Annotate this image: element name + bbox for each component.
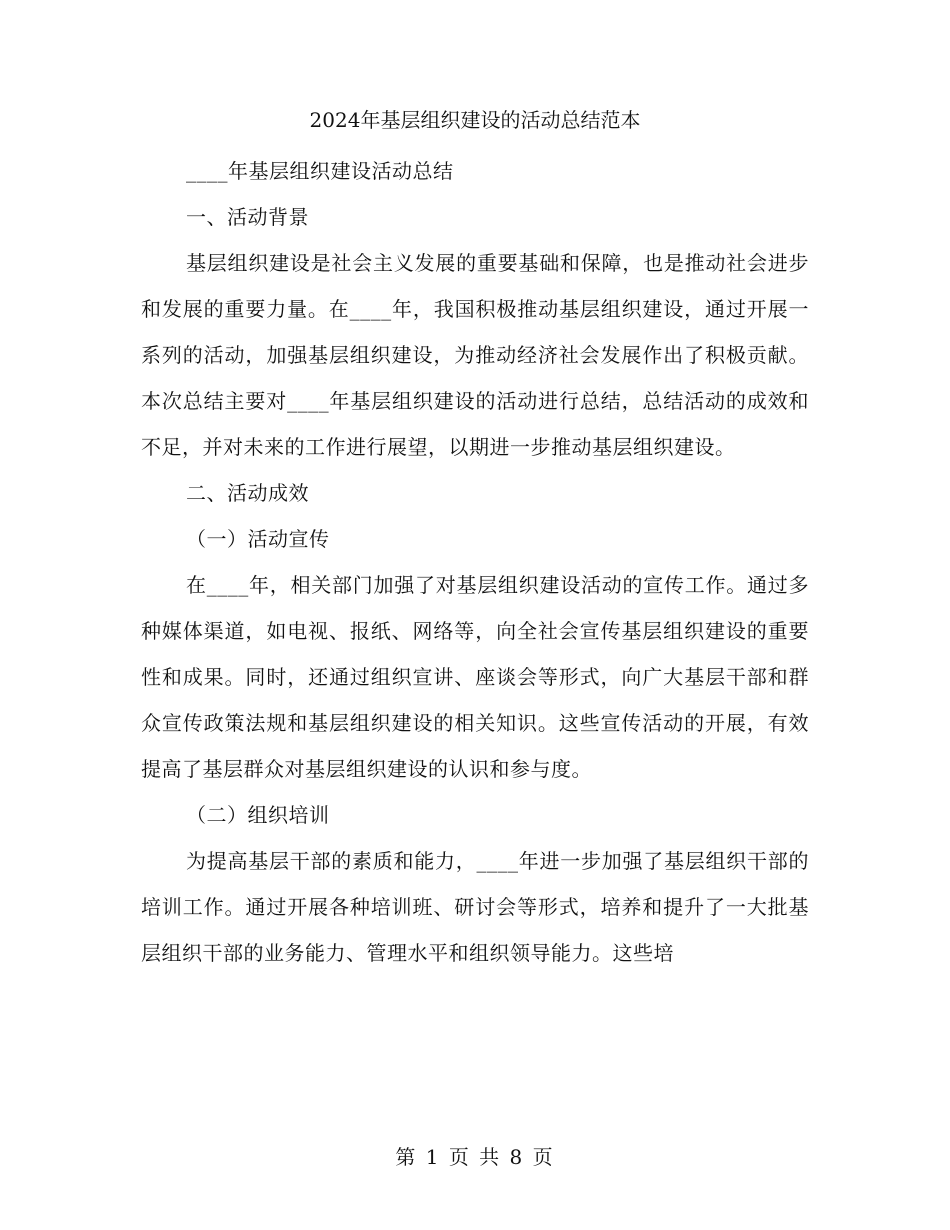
document-title: 2024年基层组织建设的活动总结范本 xyxy=(309,108,641,132)
paragraph-training: 为提高基层干部的素质和能力，____年进一步加强了基层组织干部的培训工作。通过开展各种培训班、研讨会等形式，培养和提升了一大批基层组织干部的业务能力、管理水平和组织领导能力。这些培 xyxy=(141,849,809,965)
paragraph-publicity: 在____年，相关部门加强了对基层组织建设活动的宣传工作。通过多种媒体渠道，如电视、报纸、网络等，向全社会宣传基层组织建设的重要性和成果。同时，还通过组织宣讲、座谈会等形式，向广大基层干部和群众宣传政策法规和基层组织建设的相关知识。这些宣传活动的开展，有效提高了基层群众对基层组织建设的认识和参与度。 xyxy=(141,573,809,781)
section-heading-background: 一、活动背景 xyxy=(186,205,309,229)
subsection-heading-training: （二）组织培训 xyxy=(186,803,330,827)
document-body xyxy=(141,100,809,976)
section-heading-results: 二、活动成效 xyxy=(186,481,309,505)
document-subtitle: ____年基层组织建设活动总结 xyxy=(186,159,454,183)
page-number: 第 1 页 共 8 页 xyxy=(395,1145,555,1169)
subsection-heading-publicity: （一）活动宣传 xyxy=(186,527,330,551)
paragraph-background: 基层组织建设是社会主义发展的重要基础和保障，也是推动社会进步和发展的重要力量。在____年，我国积极推动基层组织建设，通过开展一系列的活动，加强基层组织建设，为推动经济社会发展作出了积极贡献。本次总结主要对____年基层组织建设的活动进行总结，总结活动的成效和不足，并对未来的工作进行展望，以期进一步推动基层组织建设。 xyxy=(141,251,809,459)
